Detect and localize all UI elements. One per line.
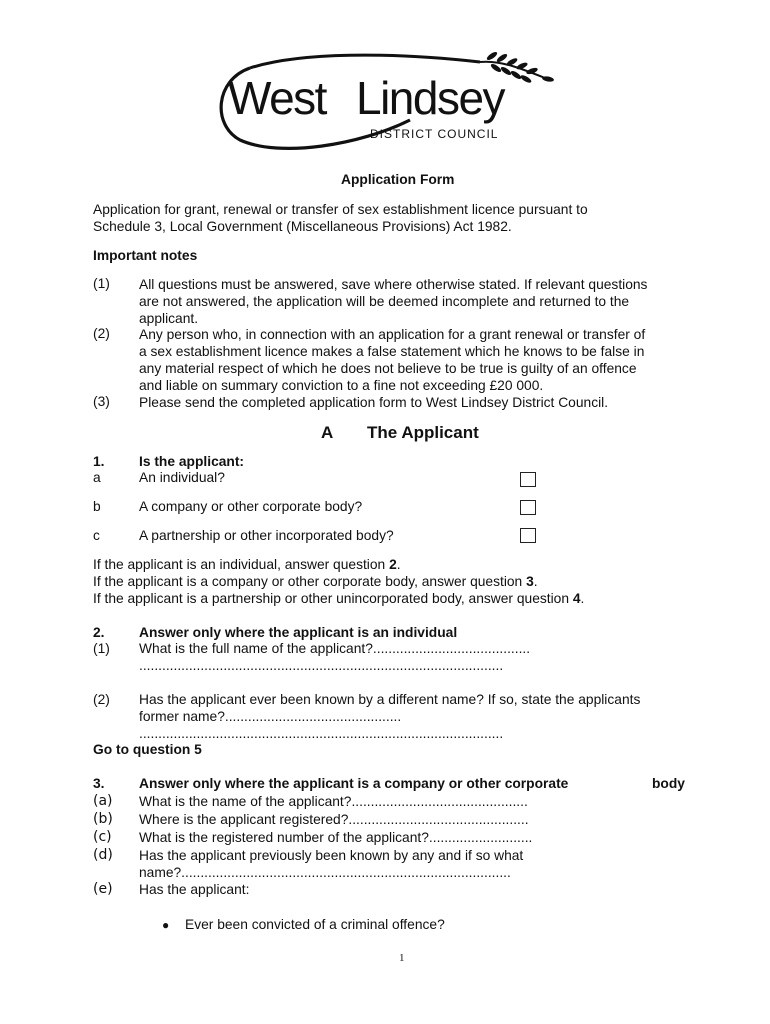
- note-text: [139, 326, 645, 394]
- notes-heading: Important notes: [93, 248, 198, 263]
- intro-line: Schedule 3, Local Government (Miscellaneous Provisions) Act 1982.: [93, 219, 512, 234]
- routing-text: .: [396, 557, 401, 572]
- note-line: Any person who, in connection with an application for a grant renewal or transfer of: [139, 327, 646, 342]
- note-text: [139, 276, 647, 327]
- partnership-checkbox[interactable]: [520, 528, 536, 543]
- page-number: 1: [399, 952, 405, 964]
- note-line: All questions must be answered, save where otherwise stated. If relevant questions: [139, 277, 648, 292]
- individual-checkbox[interactable]: [520, 472, 536, 487]
- routing-line: [93, 574, 538, 589]
- option-label: An individual?: [139, 470, 225, 485]
- logo-lindsey-text: Lindsey: [356, 72, 505, 124]
- option-letter: b: [93, 499, 101, 514]
- note-line: a sex establishment licence makes a false statement which he knows to be false in: [139, 344, 645, 359]
- sub-question-number: (b): [93, 811, 113, 827]
- intro-line: Application for grant, renewal or transfer of sex establishment licence pursuant to: [93, 202, 588, 217]
- note-line: applicant.: [139, 311, 199, 326]
- bullet-icon: ●: [162, 918, 170, 932]
- goto-instruction: Go to question 5: [93, 742, 202, 757]
- previous-name-field[interactable]: name?......................................................................................: [139, 865, 511, 880]
- note-text: [139, 394, 608, 411]
- sub-question-number: (a): [93, 793, 113, 809]
- former-name-field[interactable]: former name?..............................................: [139, 709, 402, 724]
- routing-text: If the applicant is a company or other corporate body, answer question: [93, 574, 527, 589]
- question-number: 1.: [93, 454, 105, 469]
- question-number: 3.: [93, 776, 105, 791]
- sub-question-number: (e): [93, 881, 113, 897]
- former-name-field-line[interactable]: ...............................................................................................: [139, 726, 504, 741]
- question-heading-tail: body: [652, 776, 685, 791]
- section-letter: A: [321, 423, 334, 442]
- full-name-field[interactable]: What is the full name of the applicant?.........................................: [139, 641, 531, 656]
- question-heading: Answer only where the applicant is a company or other corporate: [139, 776, 569, 791]
- sub-question-text: Has the applicant ever been known by a different name? If so, state the applicants: [139, 692, 641, 707]
- routing-line: [93, 557, 401, 572]
- note-line: are not answered, the application will be deemed incomplete and returned to the: [139, 294, 630, 309]
- routing-question-ref: 2: [389, 557, 397, 572]
- option-label: A company or other corporate body?: [139, 499, 363, 514]
- full-name-field-line[interactable]: ...............................................................................................: [139, 658, 504, 673]
- option-letter: c: [93, 528, 100, 543]
- company-checkbox[interactable]: [520, 500, 536, 515]
- registered-where-field[interactable]: Where is the applicant registered?...............................................: [139, 812, 529, 827]
- sub-question-number: (1): [93, 641, 110, 656]
- option-letter: a: [93, 470, 101, 485]
- routing-text: .: [533, 574, 538, 589]
- west-lindsey-logo: [210, 50, 560, 150]
- note-number: (2): [93, 326, 110, 341]
- note-line: Please send the completed application form to West Lindsey District Council.: [139, 395, 609, 410]
- option-label: A partnership or other incorporated body?: [139, 528, 394, 543]
- question-heading: Is the applicant:: [139, 454, 245, 469]
- routing-text: If the applicant is an individual, answer question: [93, 557, 390, 572]
- question-number: 2.: [93, 625, 105, 640]
- routing-text: If the applicant is a partnership or other unincorporated body, answer question: [93, 591, 573, 606]
- note-line: and liable on summary conviction to a fine not exceeding £20 000.: [139, 378, 544, 393]
- question-heading: Answer only where the applicant is an individual: [139, 625, 458, 640]
- logo-subtitle-text: DISTRICT COUNCIL: [370, 127, 499, 141]
- company-name-field[interactable]: What is the name of the applicant?..............................................: [139, 794, 528, 809]
- routing-line: [93, 591, 584, 606]
- sub-question-number: (c): [93, 829, 112, 845]
- note-number: (3): [93, 394, 110, 409]
- routing-question-ref: 4: [572, 591, 581, 606]
- registered-number-field[interactable]: What is the registered number of the applicant?...........................: [139, 830, 533, 845]
- bullet-text: Ever been convicted of a criminal offence?: [185, 917, 445, 932]
- note-number: (1): [93, 276, 110, 291]
- routing-question-ref: 3: [526, 574, 534, 589]
- note-line: any material respect of which he does not believe to be true is guilty of an offence: [139, 361, 637, 376]
- sub-question-text: Has the applicant:: [139, 882, 250, 897]
- sub-question-text: Has the applicant previously been known by any and if so what: [139, 848, 524, 863]
- logo-west-text: West: [228, 72, 326, 124]
- section-title: The Applicant: [367, 423, 479, 442]
- sub-question-number: (d): [93, 847, 113, 863]
- form-title: Application Form: [341, 172, 455, 187]
- routing-text: .: [580, 591, 585, 606]
- sub-question-number: (2): [93, 692, 110, 707]
